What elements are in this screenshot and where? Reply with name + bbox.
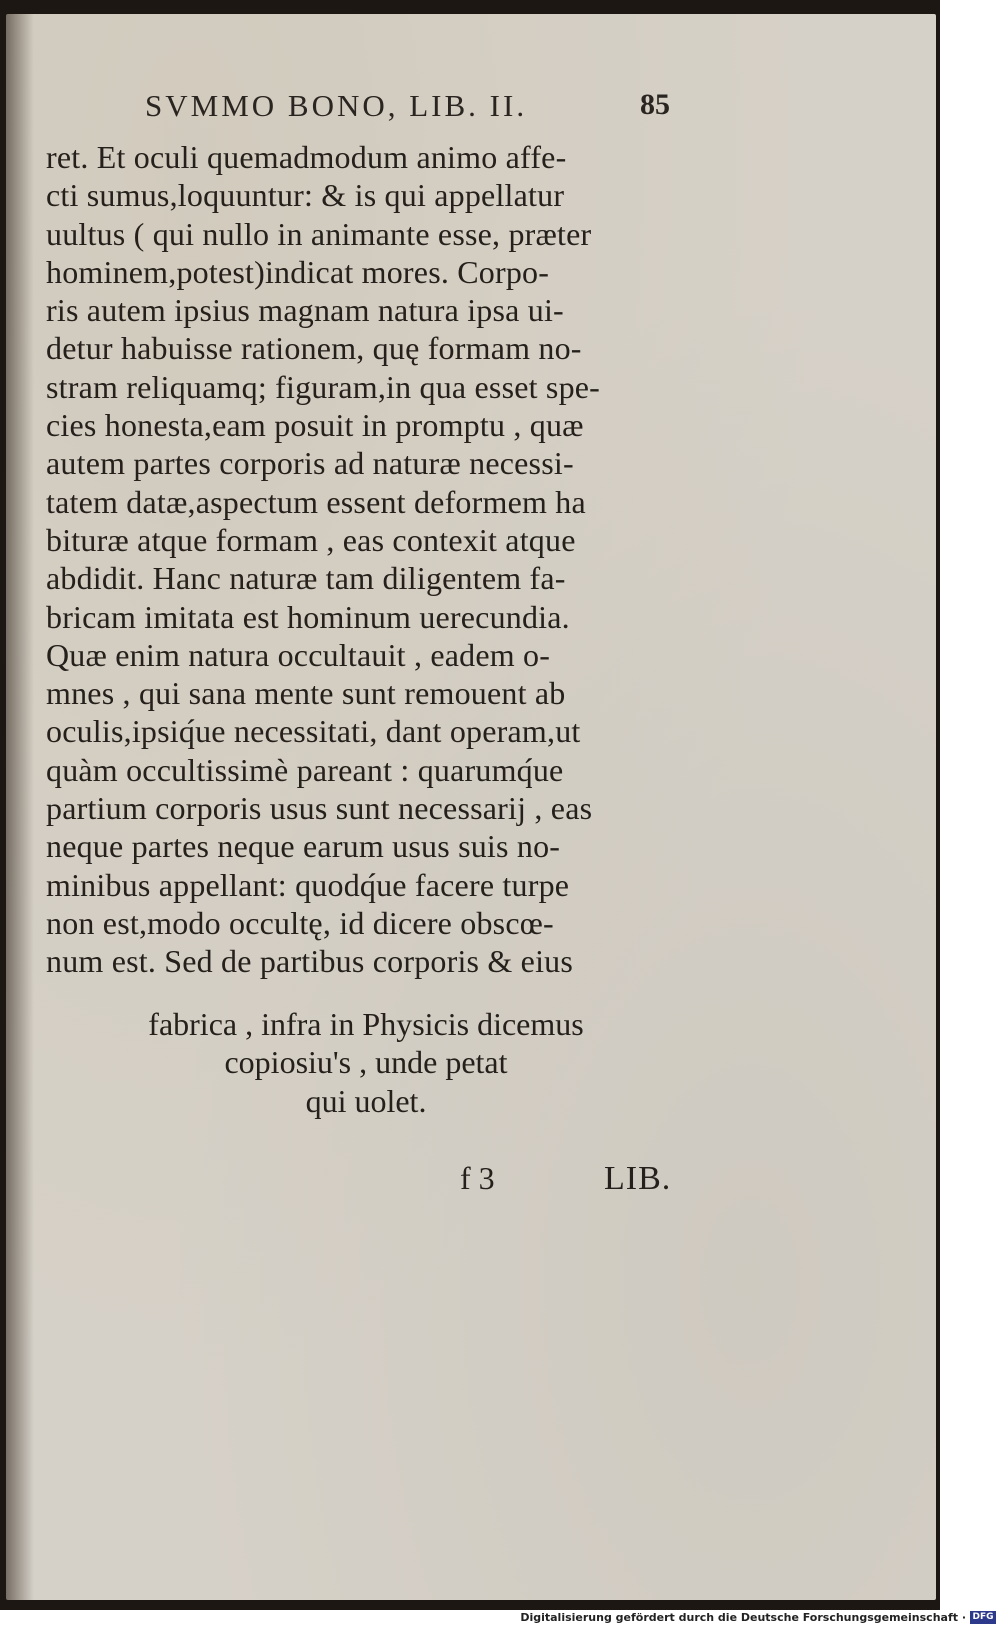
text-line: num est. Sed de partibus corporis & eius xyxy=(46,943,574,980)
text-line: bricam imitata est hominum uerecundia. xyxy=(46,598,570,635)
dfg-logo-icon: DFG xyxy=(970,1611,996,1624)
text-line: mnes , qui sana mente sunt remouent ab xyxy=(46,675,566,712)
text-line: ret. Et oculi quemadmodum animo affe- xyxy=(46,139,567,175)
text-line: hominem,potest)indicat mores. Corpo- xyxy=(46,253,550,290)
tail-line: fabrica , infra in Physicis dicemus xyxy=(148,1006,584,1042)
signature-mark: f 3 xyxy=(460,1160,495,1196)
text-line: neque partes neque earum usus suis no- xyxy=(46,828,561,865)
running-head: SVMMO BONO, LIB. II. xyxy=(145,88,528,123)
tail-line: copiosiu's , unde petat xyxy=(224,1044,508,1081)
text-line: partium corporis usus sunt necessarij , eas xyxy=(46,790,593,827)
text-line: uultus ( qui nullo in animante esse, præter xyxy=(46,215,592,252)
text-line: bituræ atque formam , eas contexit atque xyxy=(46,521,576,558)
text-line: non est,modo occultę, id dicere obscœ- xyxy=(46,904,554,941)
text-line: minibus appellant: quodq́ue facere turpe xyxy=(46,866,570,903)
page-number: 85 xyxy=(640,88,670,121)
text-line: tatem datæ,aspectum essent deformem ha xyxy=(46,483,586,520)
text-line: stram reliquamq; figuram,in qua esset spe- xyxy=(46,368,601,405)
text-line: oculis,ipsiq́ue necessitati, dant operam,ut xyxy=(46,713,581,750)
text-line: detur habuisse rationem, quę formam no- xyxy=(46,330,582,367)
text-line: quàm occultissimè pareant : quarumq́ue xyxy=(46,751,564,788)
tail-line: qui uolet. xyxy=(305,1082,427,1119)
spine-shadow xyxy=(6,14,34,1600)
text-line: ris autem ipsius magnam natura ipsa ui- xyxy=(46,292,564,329)
text-line: cti sumus,loquuntur: & is qui appellatur xyxy=(46,177,565,214)
text-line: autem partes corporis ad naturæ necessi- xyxy=(46,445,574,482)
text-line: cies honesta,eam posuit in promptu , quæ xyxy=(46,407,584,444)
tail-piece xyxy=(46,1005,686,1120)
footer-credit: Digitalisierung gefördert durch die Deutsche Forschungsgemeinschaft · xyxy=(520,1611,966,1624)
catchword: LIB. xyxy=(604,1160,672,1197)
text-line: abdidit. Hanc naturæ tam diligentem fa- xyxy=(46,560,566,597)
body-text xyxy=(46,138,686,981)
text-line: Quæ enim natura occultauit , eadem o- xyxy=(46,636,551,673)
